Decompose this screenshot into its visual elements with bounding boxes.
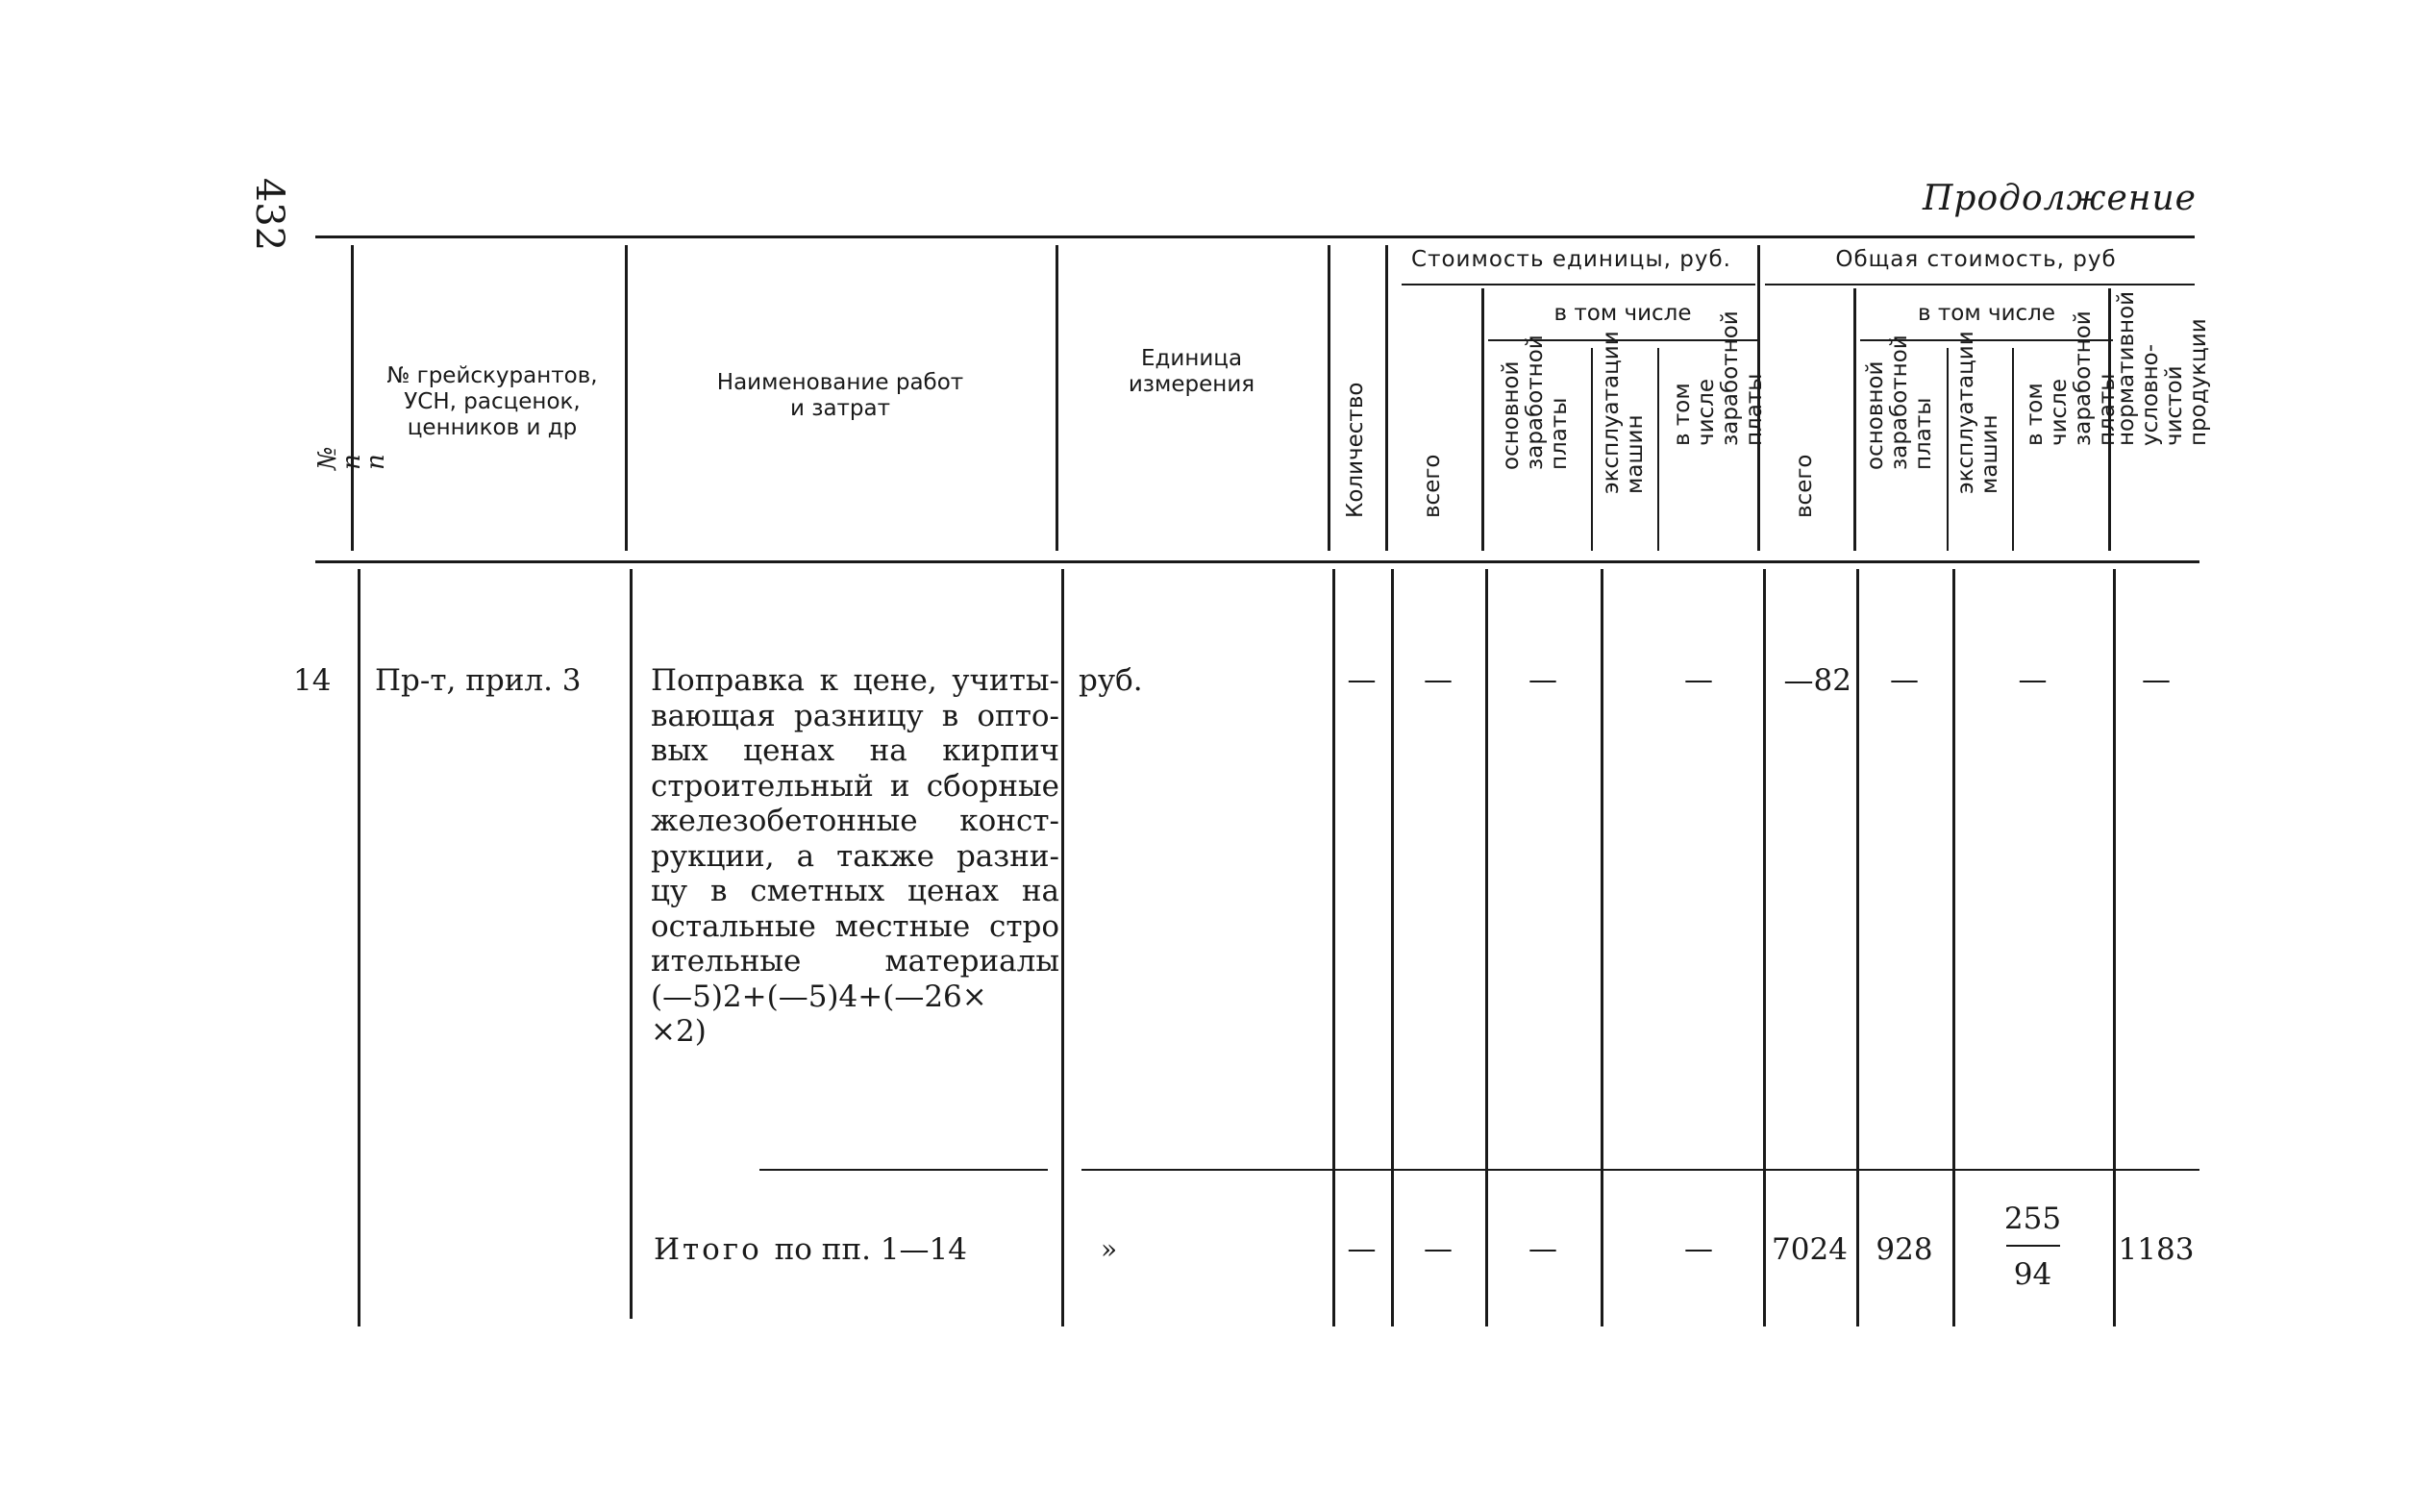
header-total-machines: эксплуатации машин bbox=[1953, 331, 2002, 494]
row-unit-machines: — bbox=[1684, 663, 1713, 697]
header-total-wages-box bbox=[1853, 335, 1947, 548]
header-unit: Единица измерения bbox=[1128, 346, 1255, 397]
header-total-cost: Общая стоимость, руб bbox=[1835, 247, 2117, 272]
header-unit-total-box bbox=[1385, 384, 1481, 548]
col-rule bbox=[1056, 245, 1058, 551]
totals-rule-right bbox=[1081, 1169, 2199, 1171]
totals-unit-machines: — bbox=[1684, 1232, 1713, 1266]
row-ref: Пр-т, прил. 3 bbox=[375, 663, 582, 698]
row-total: —82 bbox=[1783, 663, 1851, 698]
header-unit-machines-box bbox=[1591, 331, 1657, 548]
col-rule bbox=[351, 245, 354, 551]
name-line: ительные материалы bbox=[651, 944, 1059, 979]
header-total-box bbox=[1757, 384, 1853, 548]
header-unit-wages-box bbox=[1481, 335, 1591, 548]
header-row-num-box bbox=[306, 413, 390, 548]
table-top-rule bbox=[315, 235, 2195, 238]
totals-machines-denominator: 94 bbox=[2013, 1257, 2052, 1292]
header-work-name: Наименование работ и затрат bbox=[716, 370, 964, 421]
header-normative: нормативной условно-чистой продукции bbox=[2114, 290, 2211, 446]
col-rule bbox=[358, 569, 360, 1326]
col-rule bbox=[1601, 569, 1603, 1326]
totals-unit-total: — bbox=[1424, 1232, 1453, 1266]
row-total-wages: — bbox=[1890, 663, 1919, 697]
name-line: ×2) bbox=[651, 1014, 707, 1049]
name-line: остальные местные стро bbox=[651, 908, 1059, 944]
row-unit: руб. bbox=[1079, 663, 1143, 698]
totals-label-word: Итого bbox=[654, 1232, 762, 1267]
header-unit-wages: основной заработной платы bbox=[1499, 335, 1572, 470]
row-quantity: — bbox=[1347, 663, 1377, 697]
header-bottom-rule bbox=[315, 560, 2199, 563]
header-total-wages: основной заработной платы bbox=[1862, 335, 1936, 470]
totals-total: 7024 bbox=[1772, 1232, 1848, 1267]
name-line: вых ценах на кирпич bbox=[651, 733, 1059, 768]
header-quantity: Количество bbox=[1343, 382, 1368, 518]
header-total-incl-wages: в том числе заработной платы bbox=[2023, 310, 2120, 446]
name-line: железобетонные конст- bbox=[651, 804, 1059, 838]
header-unit-total: всего bbox=[1420, 454, 1445, 518]
totals-quantity: — bbox=[1347, 1232, 1377, 1266]
header-total-incl-wages-box bbox=[2012, 310, 2120, 548]
totals-normative: 1183 bbox=[2118, 1232, 2195, 1267]
totals-total-wages: 928 bbox=[1876, 1232, 1933, 1267]
name-line: цу в сметных ценах на bbox=[651, 874, 1059, 908]
header-price-ref: № грейскурантов, УСН, расценок, ценников и др bbox=[386, 363, 598, 440]
fraction-bar bbox=[2006, 1245, 2060, 1247]
row-number: 14 bbox=[293, 663, 332, 698]
totals-label-rest: по пп. 1—14 bbox=[774, 1232, 968, 1267]
row-work-name bbox=[651, 663, 1059, 1050]
header-normative-box bbox=[2108, 288, 2211, 548]
header-quantity-box bbox=[1328, 288, 1385, 548]
header-unit-incl-wages-box bbox=[1657, 310, 1767, 548]
col-rule bbox=[1061, 569, 1064, 1326]
continuation-label: Продолжение bbox=[1923, 179, 2197, 218]
header-total-including: в том числе bbox=[1917, 301, 2056, 326]
totals-label bbox=[654, 1232, 967, 1267]
col-rule bbox=[630, 569, 633, 1319]
row-unit-wages: — bbox=[1528, 663, 1557, 697]
header-row-num: № п п bbox=[312, 446, 390, 470]
totals-machines-numerator: 255 bbox=[2003, 1202, 2062, 1236]
totals-rule-left bbox=[759, 1169, 1048, 1171]
name-line: рукции, а также разни- bbox=[651, 838, 1059, 874]
total-cost-rule bbox=[1765, 284, 2195, 285]
header-unit-incl-wages: в том числе заработной платы bbox=[1670, 310, 1767, 446]
row-unit-total: — bbox=[1424, 663, 1453, 697]
name-line: строительный и сборные bbox=[651, 768, 1059, 804]
totals-unit: » bbox=[1101, 1233, 1118, 1265]
header-total: всего bbox=[1792, 454, 1817, 518]
name-line: (—5)2+(—5)4+(—26× bbox=[651, 979, 987, 1014]
row-normative: — bbox=[2142, 663, 2171, 697]
header-unit-including: в том числе bbox=[1553, 301, 1692, 326]
name-line: Поправка к цене, учиты- bbox=[651, 663, 1059, 698]
unit-cost-rule bbox=[1402, 284, 1755, 285]
page-number: 432 bbox=[247, 177, 291, 252]
row-total-machines: — bbox=[2018, 663, 2048, 697]
header-unit-machines: эксплуатации машин bbox=[1598, 331, 1648, 494]
totals-unit-wages: — bbox=[1528, 1232, 1557, 1266]
header-unit-cost: Стоимость единицы, руб. bbox=[1411, 247, 1731, 272]
name-line: вающая разницу в опто- bbox=[651, 698, 1059, 733]
header-total-machines-box bbox=[1947, 331, 2012, 548]
